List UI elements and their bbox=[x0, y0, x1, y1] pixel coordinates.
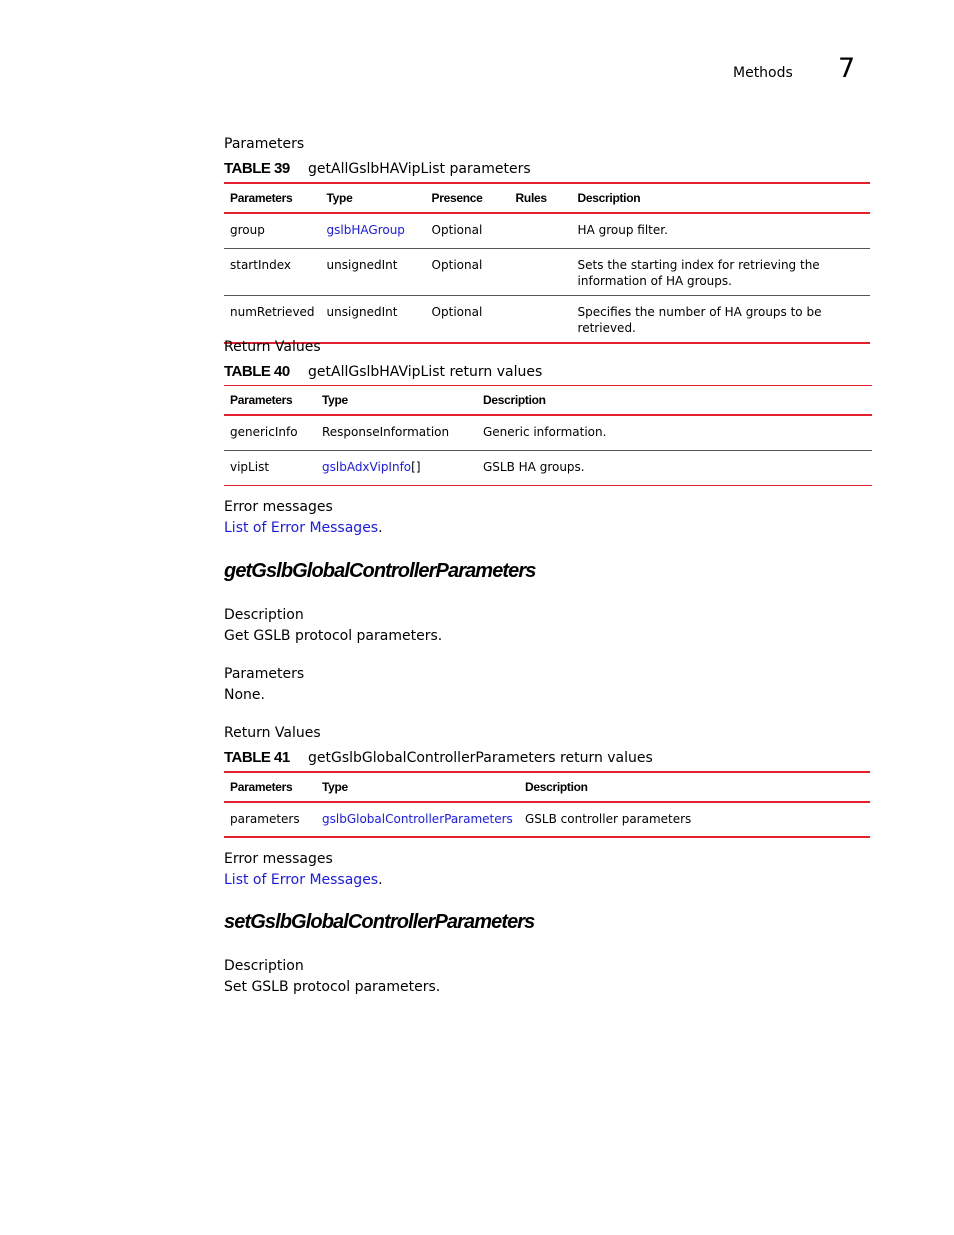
type-link[interactable]: gslbHAGroup bbox=[326, 223, 405, 237]
period: . bbox=[378, 520, 383, 536]
table-row bbox=[224, 450, 872, 485]
column-header: Type bbox=[322, 393, 348, 407]
description-text: Get GSLB protocol parameters. bbox=[224, 628, 443, 644]
column-header: Description bbox=[483, 393, 546, 407]
section-title: getGslbGlobalControllerParameters bbox=[224, 560, 536, 582]
error-messages-link[interactable]: List of Error Messages bbox=[224, 872, 379, 888]
column-header: Parameters bbox=[230, 191, 293, 205]
column-header: Presence bbox=[431, 191, 483, 205]
parameters-text: None. bbox=[224, 687, 265, 703]
table-39 bbox=[224, 182, 870, 344]
type-cell: unsignedInt bbox=[326, 257, 398, 272]
description-heading: Description bbox=[224, 958, 304, 974]
presence-cell: Optional bbox=[431, 257, 483, 272]
description-cell: GSLB HA groups. bbox=[483, 459, 585, 474]
table-40 bbox=[224, 385, 872, 486]
running-header-section: Methods bbox=[733, 65, 793, 81]
error-messages-line bbox=[224, 872, 383, 888]
column-header: Parameters bbox=[230, 393, 293, 407]
param-cell: parameters bbox=[230, 812, 300, 826]
column-header: Type bbox=[326, 191, 353, 205]
column-header: Rules bbox=[515, 191, 547, 205]
column-header: Type bbox=[322, 780, 348, 794]
error-messages-link[interactable]: List of Error Messages bbox=[224, 520, 379, 536]
type-link[interactable]: gslbAdxVipInfo bbox=[322, 459, 412, 474]
rules-cell bbox=[510, 248, 572, 295]
table-caption-text: getAllGslbHAVipList return values bbox=[308, 364, 543, 380]
table-40-caption bbox=[224, 363, 542, 380]
param-cell: group bbox=[230, 223, 265, 237]
presence-cell: Optional bbox=[431, 223, 483, 237]
param-cell: startIndex bbox=[230, 257, 291, 272]
table-row bbox=[224, 802, 870, 837]
type-cell: unsignedInt bbox=[326, 304, 398, 319]
type-link[interactable]: gslbGlobalControllerParameters bbox=[322, 812, 513, 826]
type-cell bbox=[316, 450, 477, 485]
type-cell: ResponseInformation bbox=[322, 425, 450, 439]
table-label: TABLE 39 bbox=[224, 160, 290, 177]
table-header-row bbox=[224, 386, 872, 416]
column-header: Parameters bbox=[230, 780, 293, 794]
error-messages-line bbox=[224, 520, 383, 536]
description-cell: GSLB controller parameters bbox=[525, 812, 692, 826]
column-header: Description bbox=[577, 191, 641, 205]
table-41-caption bbox=[224, 749, 653, 766]
return-values-heading: Return Values bbox=[224, 725, 321, 741]
table-header-row bbox=[224, 772, 870, 802]
table-row bbox=[224, 248, 870, 295]
description-cell: Specifies the number of HA groups to be retrieved. bbox=[577, 304, 822, 335]
type-suffix: [] bbox=[411, 459, 421, 474]
table-row bbox=[224, 295, 870, 343]
error-messages-heading: Error messages bbox=[224, 851, 333, 867]
param-cell: genericInfo bbox=[230, 425, 298, 439]
table-caption-text: getGslbGlobalControllerParameters return values bbox=[308, 750, 653, 766]
parameters-heading: Parameters bbox=[224, 136, 305, 152]
error-messages-heading: Error messages bbox=[224, 499, 333, 515]
description-cell: Generic information. bbox=[483, 425, 607, 439]
return-values-heading: Return Values bbox=[224, 339, 321, 355]
description-cell: Sets the starting index for retrieving the information of HA groups. bbox=[577, 257, 820, 288]
parameters-heading: Parameters bbox=[224, 666, 305, 682]
table-label: TABLE 41 bbox=[224, 749, 290, 766]
table-label: TABLE 40 bbox=[224, 363, 290, 380]
section-title: setGslbGlobalControllerParameters bbox=[224, 911, 535, 933]
presence-cell: Optional bbox=[431, 304, 483, 319]
table-row bbox=[224, 213, 870, 248]
table-caption-text: getAllGslbHAVipList parameters bbox=[308, 161, 531, 177]
description-text: Set GSLB protocol parameters. bbox=[224, 979, 441, 995]
table-39-caption bbox=[224, 160, 531, 177]
description-heading: Description bbox=[224, 607, 304, 623]
table-row bbox=[224, 415, 872, 450]
table-41 bbox=[224, 771, 870, 838]
column-header: Description bbox=[525, 780, 588, 794]
param-cell: numRetrieved bbox=[230, 304, 315, 319]
rules-cell bbox=[510, 295, 572, 343]
chapter-number: 7 bbox=[838, 53, 856, 84]
description-cell: HA group filter. bbox=[577, 223, 668, 237]
rules-cell bbox=[510, 213, 572, 248]
period: . bbox=[378, 872, 383, 888]
param-cell: vipList bbox=[230, 459, 270, 474]
table-header-row bbox=[224, 183, 870, 213]
